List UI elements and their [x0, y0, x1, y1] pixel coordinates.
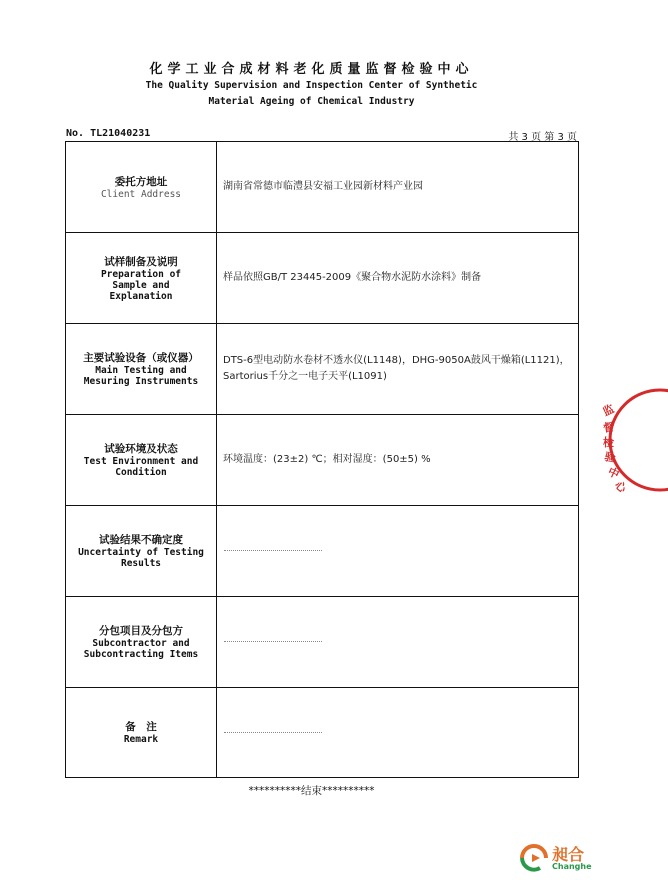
label-en: Uncertainty of Testing Results — [78, 547, 204, 569]
svg-text:验: 验 — [603, 450, 617, 465]
value-test-environment: 环境温度：(23±2) ℃；相对湿度：(50±5) % — [217, 415, 579, 506]
empty-value-line — [224, 640, 322, 642]
label-cell — [66, 324, 217, 415]
report-form-table — [65, 141, 579, 778]
label-cn: 试验环境及状态 — [104, 443, 178, 455]
empty-value-line — [224, 731, 322, 733]
value-client-address: 湖南省常德市临澧县安福工业园新材料产业园 — [217, 142, 579, 233]
label-cell — [66, 688, 217, 778]
logo-text-cn: 昶合 — [552, 845, 585, 864]
label-en: Client Address — [100, 188, 182, 200]
value-uncertainty — [217, 506, 579, 597]
svg-text:督: 督 — [602, 420, 616, 435]
value-subcontractor — [217, 597, 579, 688]
label-en: Remark — [123, 734, 159, 745]
value-instruments: DTS-6型电动防水卷材不透水仪(L1148)，DHG-9050A鼓风干燥箱(L1121)，Sartorius千分之一电子天平(L1091) — [217, 324, 579, 415]
row-uncertainty — [66, 506, 579, 597]
label-en: Main Testing and Mesuring Instruments — [83, 365, 199, 387]
label-cn: 委托方地址 — [114, 175, 168, 188]
logo-text-en: Changhe — [552, 862, 592, 871]
label-cn: 分包项目及分包方 — [99, 625, 183, 637]
label-cell — [66, 506, 217, 597]
label-cn: 备 注 — [125, 721, 157, 733]
row-test-environment — [66, 415, 579, 506]
report-title-cn: 化学工业合成材料老化质量监督检验中心 — [149, 62, 474, 77]
label-en: Preparation of Sample and Explanation — [100, 268, 182, 302]
report-number: No. TL21040231 — [66, 128, 151, 139]
svg-text:心: 心 — [612, 478, 629, 496]
label-cell — [66, 233, 217, 324]
label-cn: 试验结果不确定度 — [99, 534, 183, 546]
label-cn: 试样制备及说明 — [104, 255, 178, 268]
label-cell — [66, 415, 217, 506]
row-remark — [66, 688, 579, 778]
svg-text:检: 检 — [603, 436, 614, 449]
label-en: Test Environment and Condition — [83, 456, 199, 478]
logo-mark-icon — [518, 842, 550, 874]
label-cell — [66, 142, 217, 233]
report-title-en-line1: The Quality Supervision and Inspection Center of Synthetic — [145, 80, 478, 91]
svg-text:监: 监 — [600, 402, 617, 419]
empty-value-line — [224, 549, 322, 551]
value-remark — [217, 688, 579, 778]
row-instruments — [66, 324, 579, 415]
row-sample-preparation — [66, 233, 579, 324]
company-logo — [518, 840, 598, 876]
report-title-en-line2: Material Ageing of Chemical Industry — [208, 96, 415, 107]
label-en: Subcontractor and Subcontracting Items — [83, 638, 199, 660]
label-cell — [66, 597, 217, 688]
svg-text:中: 中 — [605, 464, 622, 482]
label-cn: 主要试验设备（或仪器） — [83, 352, 199, 364]
value-sample-preparation: 样品依照GB/T 23445-2009《聚合物水泥防水涂料》制备 — [217, 233, 579, 324]
row-subcontractor — [66, 597, 579, 688]
inspection-seal — [598, 388, 668, 496]
page-indicator: 共 3 页 第 3 页 — [508, 132, 577, 143]
end-of-report-marker: **********结束********** — [248, 785, 375, 797]
row-client-address — [66, 142, 579, 233]
